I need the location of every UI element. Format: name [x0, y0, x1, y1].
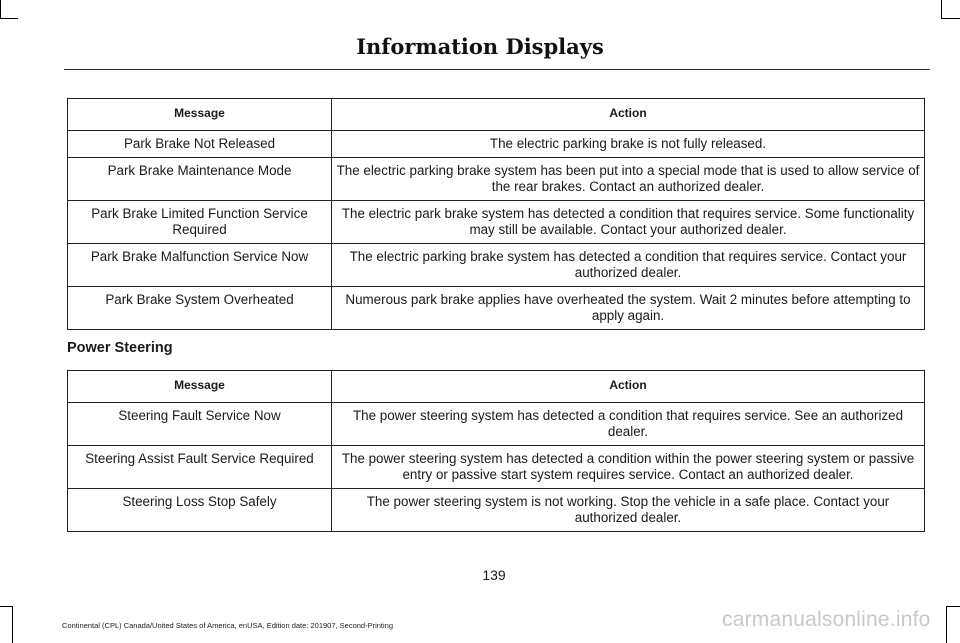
- crop-mark: [947, 606, 960, 607]
- table-header-row: [68, 99, 925, 131]
- message-cell: Park Brake Malfunction Service Now: [68, 244, 332, 287]
- message-cell: Park Brake System Overheated: [68, 287, 332, 330]
- power-steering-table: [67, 370, 925, 532]
- message-cell: Steering Loss Stop Safely: [68, 489, 332, 532]
- crop-mark: [941, 0, 942, 18]
- table-row: [68, 131, 925, 158]
- crop-mark: [0, 606, 12, 607]
- table-header-row: [68, 371, 925, 403]
- message-cell: Park Brake Maintenance Mode: [68, 158, 332, 201]
- table-row: [68, 287, 925, 330]
- crop-mark: [0, 18, 18, 19]
- table-row: [68, 489, 925, 532]
- section-heading: Power Steering: [67, 340, 173, 356]
- action-cell: The electric parking brake is not fully released.: [332, 131, 925, 158]
- crop-mark: [0, 0, 1, 18]
- column-header-message: Message: [68, 371, 332, 403]
- column-header-action: Action: [332, 99, 925, 131]
- table-row: [68, 446, 925, 489]
- message-cell: Steering Fault Service Now: [68, 403, 332, 446]
- action-cell: The electric parking brake system has been put into a special mode that is used to allow service of the rear brakes. Contact an authorized dealer.: [332, 158, 925, 201]
- page-number: 139: [482, 567, 506, 583]
- table-row: [68, 201, 925, 244]
- crop-mark: [12, 606, 13, 643]
- action-cell: The power steering system has detected a condition within the power steering system or passive entry or passive start system requires service. Contact an authorized dealer.: [332, 446, 925, 489]
- page-title: Information Displays: [356, 34, 604, 59]
- column-header-message: Message: [68, 99, 332, 131]
- header-rule: [64, 69, 930, 70]
- message-cell: Steering Assist Fault Service Required: [68, 446, 332, 489]
- table-row: [68, 403, 925, 446]
- message-cell: Park Brake Limited Function Service Required: [68, 201, 332, 244]
- edition-footer: Continental (CPL) Canada/United States of America, enUSA, Edition date: 201907, Second-Printing: [62, 621, 394, 630]
- action-cell: The power steering system has detected a condition that requires service. See an authorized dealer.: [332, 403, 925, 446]
- table-row: [68, 158, 925, 201]
- action-cell: The power steering system is not working. Stop the vehicle in a safe place. Contact your authorized dealer.: [332, 489, 925, 532]
- park-brake-table: [67, 98, 925, 330]
- watermark: carmanualsonline.info: [722, 608, 931, 631]
- column-header-action: Action: [332, 371, 925, 403]
- table-row: [68, 244, 925, 287]
- crop-mark: [946, 606, 947, 643]
- action-cell: The electric park brake system has detected a condition that requires service. Some functionality may still be available. Contact your authorized dealer.: [332, 201, 925, 244]
- crop-mark: [941, 18, 960, 19]
- action-cell: The electric parking brake system has detected a condition that requires service. Contact your authorized dealer.: [332, 244, 925, 287]
- message-cell: Park Brake Not Released: [68, 131, 332, 158]
- action-cell: Numerous park brake applies have overheated the system. Wait 2 minutes before attempting to apply again.: [332, 287, 925, 330]
